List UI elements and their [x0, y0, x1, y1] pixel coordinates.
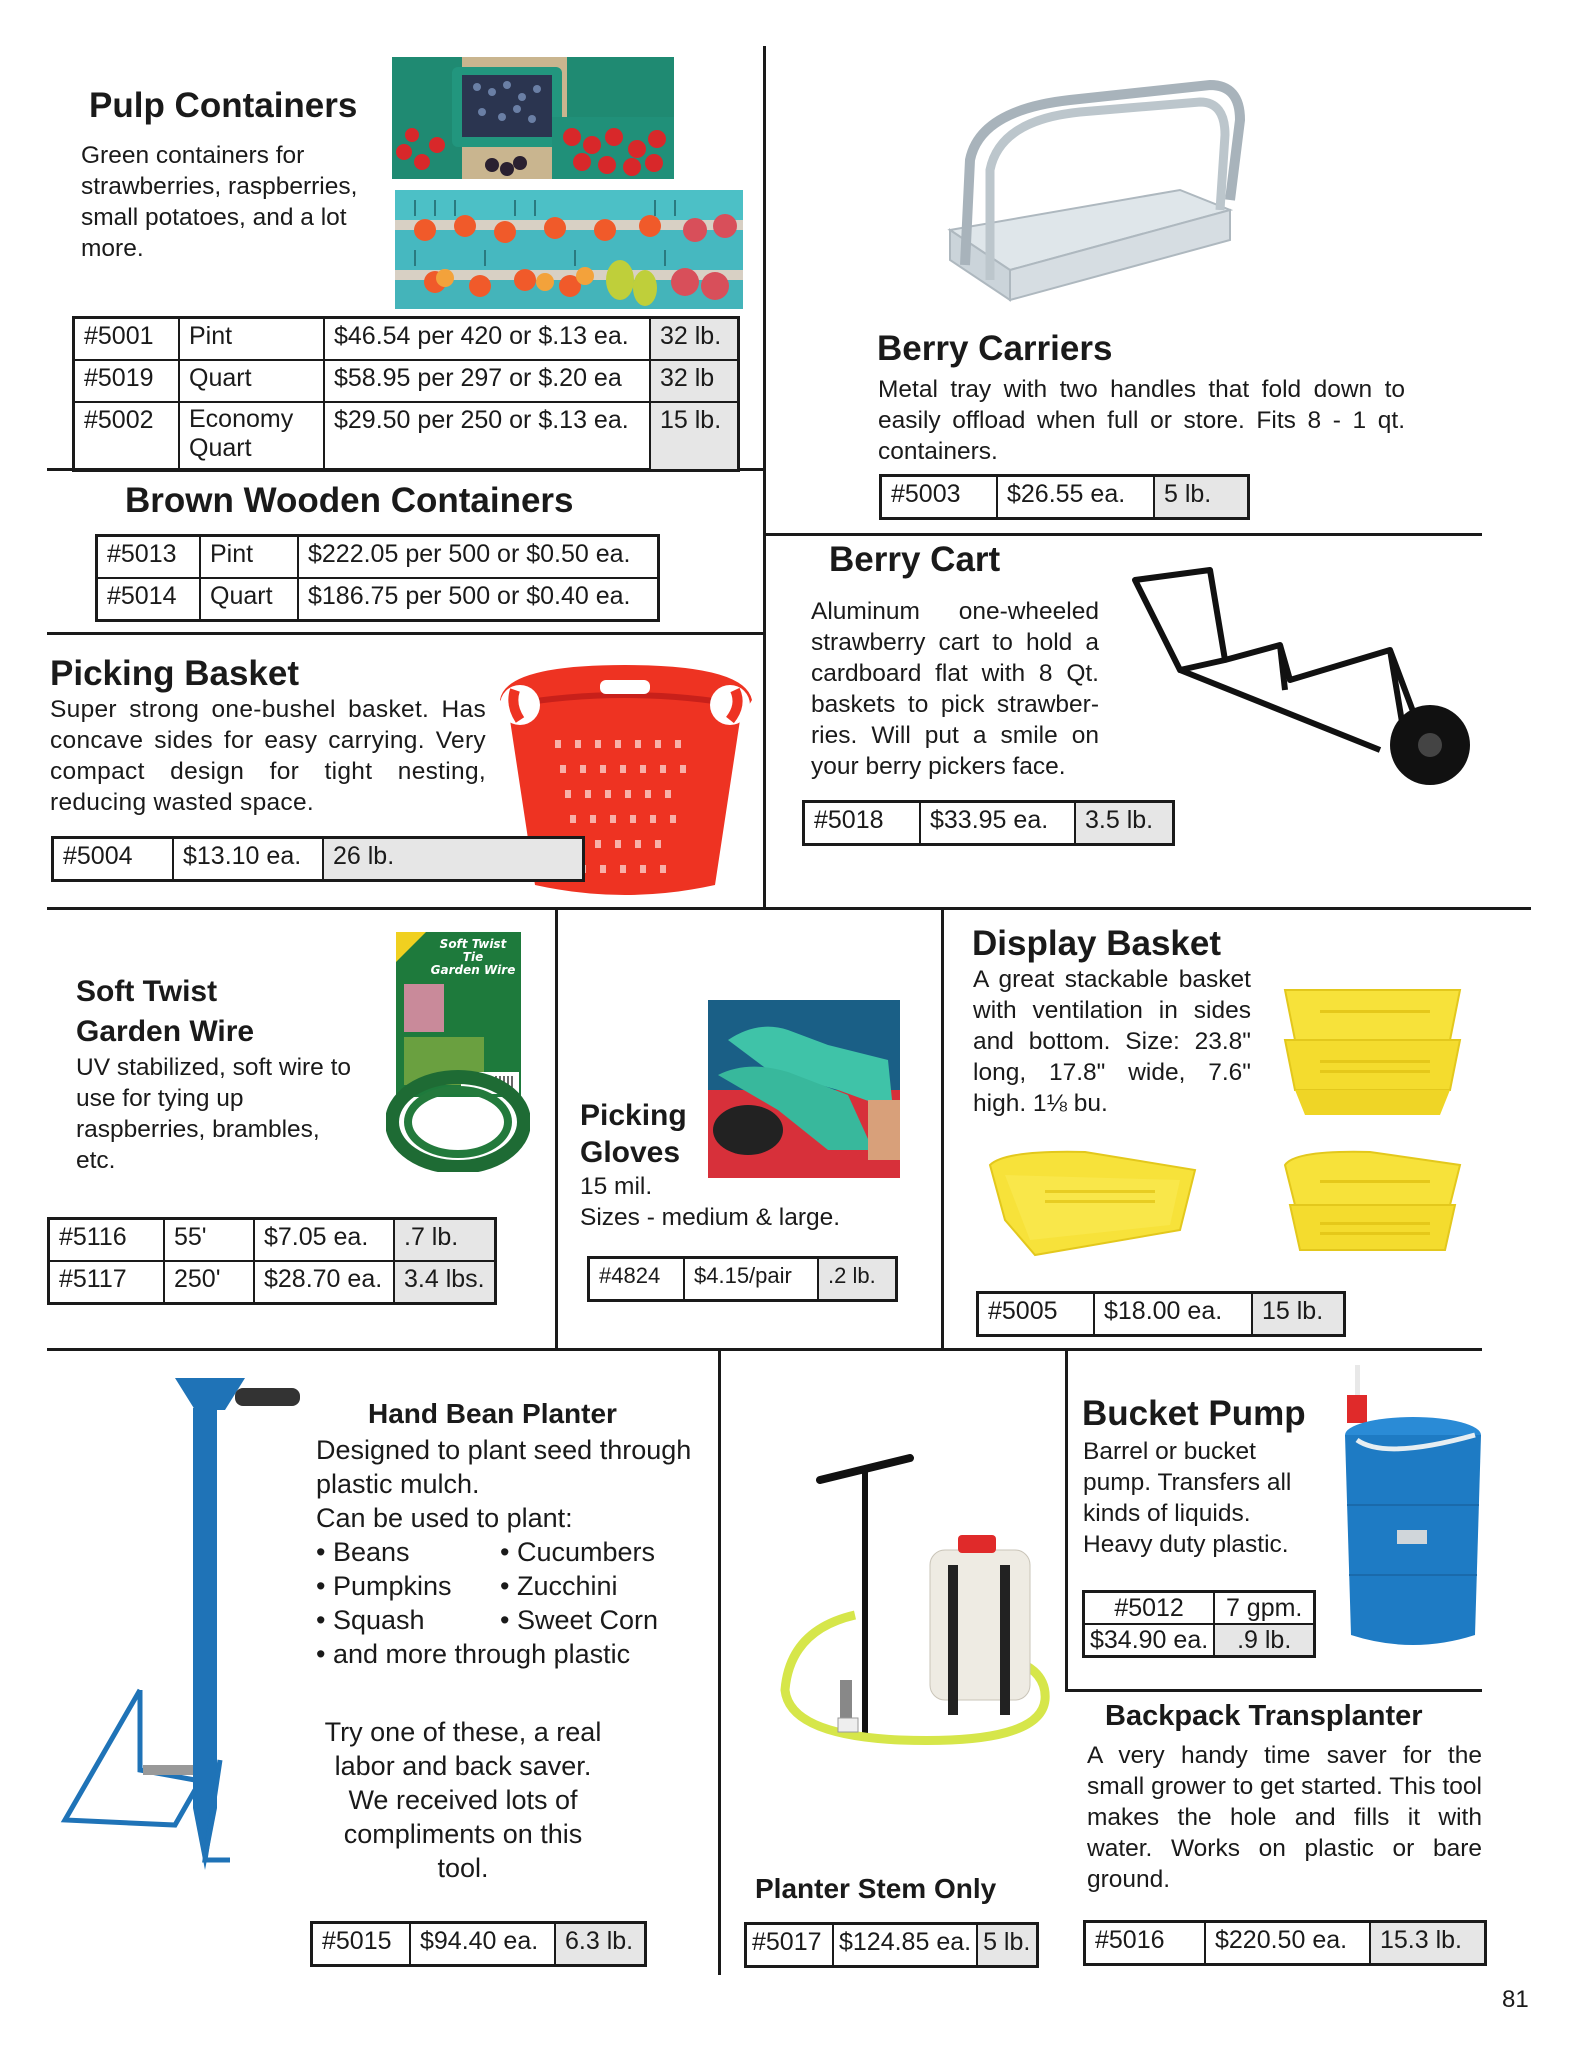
divider-vertical-mid-right — [941, 909, 944, 1349]
item-weight: 5 lb. — [977, 1924, 1038, 1967]
item-number: #4824 — [589, 1258, 685, 1301]
package-label-line2: Garden Wire — [430, 963, 516, 977]
item-price: $18.00 ea. — [1094, 1293, 1252, 1336]
divider-wooden-bottom — [47, 632, 765, 635]
item-price: $58.95 per 297 or $.20 ea — [324, 360, 650, 402]
item-number: #5014 — [97, 578, 201, 621]
item-number: #5117 — [49, 1261, 165, 1304]
item-weight: 5 lb. — [1154, 476, 1249, 519]
table-row — [1084, 1592, 1315, 1625]
item-price: $46.54 per 420 or $.13 ea. — [324, 318, 650, 361]
soft-twist-title-line1: Soft Twist — [76, 975, 218, 1008]
item-price: $7.05 ea. — [254, 1219, 394, 1262]
hand-bean-planter-intro: Designed to plant seed through plastic mulch. — [316, 1435, 692, 1499]
item-weight: 26 lb. — [323, 838, 584, 881]
item-weight: .2 lb. — [818, 1258, 897, 1301]
bullet-item-more: • and more through plastic — [316, 1639, 631, 1669]
table-row — [1085, 1922, 1486, 1965]
item-number: #5015 — [312, 1923, 411, 1966]
item-weight: 15 lb. — [1252, 1293, 1345, 1336]
display-basket-double-photo — [1280, 1150, 1465, 1260]
item-size: Pint — [200, 536, 298, 579]
table-row — [49, 1219, 496, 1262]
table-row — [978, 1293, 1345, 1336]
backpack-transplanter-photo — [770, 1440, 1070, 1760]
item-price: $222.05 per 500 or $0.50 ea. — [298, 536, 659, 579]
item-price: $13.10 ea. — [173, 838, 323, 881]
berry-carriers-description: Metal tray with two handles that fold down to easily offload when full or store. Fits 8 - 1 qt. containers. — [878, 376, 1405, 465]
item-weight: .9 lb. — [1214, 1624, 1315, 1657]
item-rate: 7 gpm. — [1214, 1592, 1315, 1625]
divider-pump-bottom — [1065, 1689, 1482, 1692]
item-size: Quart — [179, 360, 324, 402]
item-length: 55' — [164, 1219, 254, 1262]
item-weight: 6.3 lb. — [555, 1923, 646, 1966]
table-row — [312, 1923, 646, 1966]
page-number: 81 — [1502, 1986, 1529, 2013]
item-number: #5013 — [97, 536, 201, 579]
brown-wooden-containers-title: Brown Wooden Containers — [125, 481, 574, 520]
picking-gloves-table — [587, 1256, 898, 1302]
item-price: $186.75 per 500 or $0.40 ea. — [298, 578, 659, 621]
item-number: #5116 — [49, 1219, 165, 1262]
item-price: $29.50 per 250 or $.13 ea. — [324, 402, 650, 471]
bullet-item: • Beans — [316, 1537, 410, 1567]
divider-vertical-top-center — [763, 46, 766, 908]
item-weight: 32 lb — [650, 360, 739, 402]
picking-basket-title: Picking Basket — [50, 654, 299, 693]
item-size: Quart — [200, 578, 298, 621]
item-price: $124.85 ea. — [833, 1924, 977, 1967]
item-price: $4.15/pair — [684, 1258, 818, 1301]
item-number: #5019 — [74, 360, 180, 402]
backpack-transplanter-title: Backpack Transplanter — [1105, 1700, 1423, 1732]
pulp-containers-title: Pulp Containers — [89, 86, 358, 125]
pulp-containers-description: Green containers for strawberries, raspberries, small potatoes, and a lot more. — [81, 142, 358, 262]
divider-vertical-bottom-left — [718, 1350, 721, 1975]
bullet-item: • Zucchini — [500, 1571, 618, 1601]
display-basket-single-photo — [985, 1150, 1200, 1260]
hand-bean-planter-table — [310, 1921, 647, 1967]
item-price: $94.40 ea. — [410, 1923, 555, 1966]
table-row — [881, 476, 1249, 519]
berry-carriers-table — [879, 474, 1250, 520]
item-size: Pint — [179, 318, 324, 361]
item-weight: 3.5 lb. — [1075, 802, 1174, 845]
item-weight: 15.3 lb. — [1370, 1922, 1486, 1965]
item-number: #5004 — [53, 838, 174, 881]
item-number: #5001 — [74, 318, 180, 361]
item-price: $34.90 ea. — [1084, 1624, 1215, 1657]
soft-twist-table — [47, 1217, 497, 1305]
table-row — [49, 1261, 496, 1304]
table-row — [97, 578, 659, 621]
berry-cart-title: Berry Cart — [829, 540, 1001, 579]
divider-mid-row-bottom — [47, 1348, 1482, 1351]
item-weight: 15 lb. — [650, 402, 739, 471]
picking-gloves-sizes: Sizes - medium & large. — [580, 1204, 841, 1231]
hand-bean-planter-title: Hand Bean Planter — [368, 1398, 617, 1429]
picking-gloves-photo — [708, 1000, 900, 1178]
item-number: #5016 — [1085, 1922, 1206, 1965]
picking-gloves-thickness: 15 mil. — [580, 1173, 653, 1200]
table-row — [74, 402, 739, 471]
soft-twist-title-line2: Garden Wire — [76, 1015, 255, 1048]
soft-twist-package — [386, 932, 530, 1172]
picking-basket-table — [51, 836, 585, 882]
table-row — [589, 1258, 897, 1301]
pulp-berries-photo — [392, 57, 674, 179]
bullet-item: • Sweet Corn — [500, 1605, 659, 1635]
hand-bean-planter-pitch: Try one of these, a real labor and back saver. We received lots of compliments on this tool. — [324, 1717, 602, 1883]
item-number: #5003 — [881, 476, 998, 519]
berry-cart-table — [802, 800, 1175, 846]
berry-cart-description: Aluminum one-wheeled strawberry cart to hold a cardboard flat with 8 Qt. baskets to pick strawber- ries. Will put a smile on your berry pickers face. — [811, 598, 1099, 780]
divider-vertical-mid-left — [555, 909, 558, 1349]
package-label — [428, 938, 518, 977]
bullet-item: • Cucumbers — [500, 1537, 655, 1567]
item-price: $33.95 ea. — [920, 802, 1075, 845]
package-label-line1: Soft Twist Tie — [439, 937, 507, 964]
picking-basket-description: Super strong one-bushel basket. Has concave sides for easy carrying. Very compact design for tight nesting, reducing wasted space. — [50, 696, 486, 816]
table-row — [74, 360, 739, 402]
item-weight: 3.4 lbs. — [394, 1261, 495, 1304]
berry-carriers-photo — [930, 80, 1260, 320]
hand-bean-planter-can-plant: Can be used to plant: — [316, 1503, 573, 1533]
backpack-transplanter-description: A very handy time saver for the small grower to get started. This tool makes the hole and fills it with water. Works on plastic or bare ground. — [1087, 1742, 1482, 1893]
pulp-peaches-photo — [395, 190, 743, 309]
table-row — [74, 318, 739, 361]
display-basket-description: A great stackable basket with ventilation in sides and bottom. Size: 23.8" long, 17.8" wide, 7.6" high. 1⅛ bu. — [973, 966, 1251, 1117]
bucket-pump-table — [1082, 1590, 1316, 1658]
soft-twist-description: UV stabilized, soft wire to use for tying up raspberries, brambles, etc. — [76, 1054, 352, 1174]
divider-top-row-bottom — [47, 907, 1531, 910]
bucket-pump-title: Bucket Pump — [1082, 1394, 1306, 1433]
item-size: Economy Quart — [179, 402, 324, 471]
table-row — [804, 802, 1174, 845]
item-number: #5017 — [746, 1924, 834, 1967]
display-basket-table — [976, 1291, 1346, 1337]
backpack-transplanter-table — [1083, 1920, 1487, 1966]
bucket-pump-photo — [1335, 1365, 1490, 1655]
item-weight: 32 lb. — [650, 318, 739, 361]
bullet-list-right — [500, 1535, 658, 1637]
picking-gloves-title-line1: Picking — [580, 1099, 687, 1132]
table-row — [746, 1924, 1038, 1967]
berry-carriers-title: Berry Carriers — [877, 329, 1113, 368]
display-basket-stacked-photo — [1280, 980, 1465, 1120]
bucket-pump-description: Barrel or bucket pump. Transfers all kinds of liquids. Heavy duty plastic. — [1083, 1438, 1292, 1558]
bullet-item: • Pumpkins — [316, 1571, 452, 1601]
item-price: $28.70 ea. — [254, 1261, 394, 1304]
item-number: #5018 — [804, 802, 921, 845]
item-price: $220.50 ea. — [1205, 1922, 1370, 1965]
table-row — [53, 838, 584, 881]
hand-bean-planter-photo — [55, 1370, 315, 1885]
bullet-item: • Squash — [316, 1605, 425, 1635]
berry-cart-photo — [1130, 560, 1490, 800]
planter-stem-title: Planter Stem Only — [755, 1873, 997, 1904]
item-weight: .7 lb. — [394, 1219, 495, 1262]
planter-stem-table — [744, 1922, 1039, 1968]
display-basket-title: Display Basket — [972, 924, 1222, 963]
item-price: $26.55 ea. — [997, 476, 1154, 519]
item-number: #5012 — [1084, 1592, 1215, 1625]
item-number: #5002 — [74, 402, 180, 471]
table-row — [1084, 1624, 1315, 1657]
item-number: #5005 — [978, 1293, 1095, 1336]
picking-gloves-title-line2: Gloves — [580, 1136, 681, 1169]
brown-wooden-containers-table — [95, 534, 660, 622]
table-row — [97, 536, 659, 579]
pulp-containers-table — [72, 316, 740, 472]
item-length: 250' — [164, 1261, 254, 1304]
bullet-list-left — [316, 1535, 452, 1637]
divider-carriers-bottom — [765, 533, 1482, 536]
